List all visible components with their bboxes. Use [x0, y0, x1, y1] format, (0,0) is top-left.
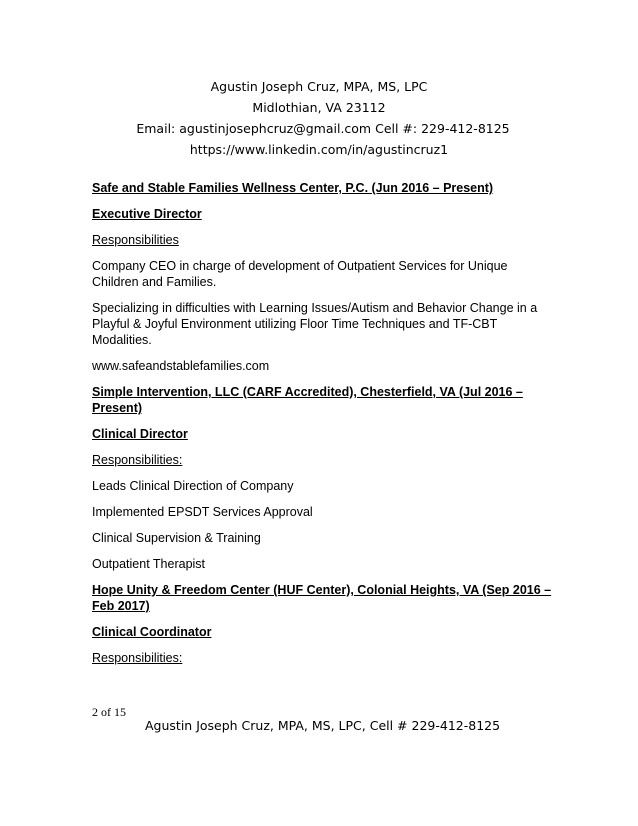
responsibilities-label-1: Responsibilities — [92, 233, 179, 247]
experience-section — [92, 180, 552, 676]
responsibilities-label-3: Responsibilities: — [92, 651, 183, 665]
page-number: 2 of 15 — [92, 705, 126, 719]
contact-header — [0, 76, 638, 160]
candidate-contact: Email: agustinjosephcruz@gmail.com Cell #: 229-412-8125 — [136, 121, 510, 136]
job-title-3: Clinical Coordinator — [92, 625, 212, 639]
linkedin-url: https://www.linkedin.com/in/agustincruz1 — [189, 142, 449, 157]
page-footer: Agustin Joseph Cruz, MPA, MS, LPC, Cell # 229-412-8125 — [145, 718, 501, 733]
job-title-2: Clinical Director — [92, 427, 188, 441]
website-text: www.safeandstablefamilies.com — [92, 359, 270, 373]
employer-heading-2: Simple Intervention, LLC (CARF Accredited), Chesterfield, VA (Jul 2016 – Present) — [92, 385, 523, 415]
responsibilities-label-2: Responsibilities: — [92, 453, 183, 467]
employer-heading-3: Hope Unity & Freedom Center (HUF Center), Colonial Heights, VA (Sep 2016 – Feb 2017) — [92, 583, 552, 613]
job-title-1: Executive Director — [92, 207, 202, 221]
candidate-name: Agustin Joseph Cruz, MPA, MS, LPC — [210, 79, 428, 94]
responsibility-item: Leads Clinical Direction of Company — [92, 479, 294, 493]
responsibility-item: Implemented EPSDT Services Approval — [92, 505, 313, 519]
responsibility-item: Company CEO in charge of development of Outpatient Services for Unique Children and Families. — [92, 259, 508, 289]
employer-heading-1: Safe and Stable Families Wellness Center, P.C. (Jun 2016 – Present) — [92, 181, 494, 195]
responsibility-item: Outpatient Therapist — [92, 557, 206, 571]
responsibility-item: Clinical Supervision & Training — [92, 531, 261, 545]
candidate-location: Midlothian, VA 23112 — [252, 100, 386, 115]
responsibility-item: Specializing in difficulties with Learning Issues/Autism and Behavior Change in a Playful & Joyful Environment utilizing Floor Time Techniques and TF-CBT Modalities. — [92, 301, 538, 347]
